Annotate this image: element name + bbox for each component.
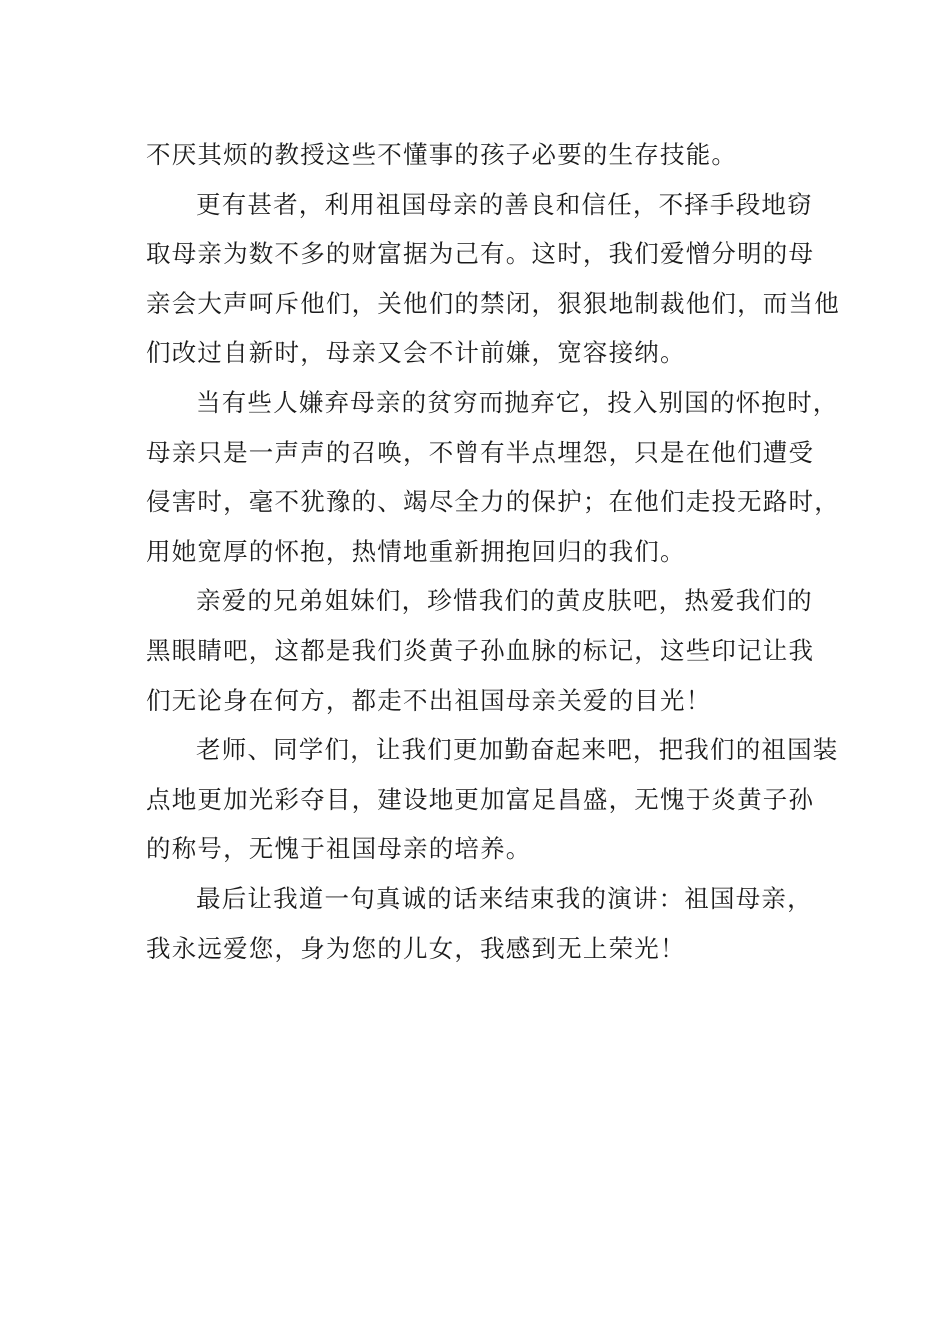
text-line: 侵害时，毫不犹豫的、竭尽全力的保护；在他们走投无路时， <box>146 487 840 517</box>
text-line: 取母亲为数不多的财富据为己有。这时，我们爱憎分明的母 <box>146 239 815 269</box>
text-line: 更有甚者，利用祖国母亲的善良和信任，不择手段地窃 <box>196 189 813 219</box>
text-line: 用她宽厚的怀抱，热情地重新拥抱回归的我们。 <box>146 536 686 566</box>
text-line: 亲爱的兄弟姐妹们，珍惜我们的黄皮肤吧，热爱我们的 <box>196 586 813 616</box>
text-line: 亲会大声呵斥他们，关他们的禁闭，狠狠地制裁他们，而当他 <box>146 288 840 318</box>
text-line: 们无论身在何方，都走不出祖国母亲关爱的目光！ <box>146 685 712 715</box>
text-line: 点地更加光彩夺目，建设地更加富足昌盛，无愧于炎黄子孙 <box>146 784 815 814</box>
speech-body <box>146 130 840 973</box>
text-line: 黑眼睛吧，这都是我们炎黄子孙血脉的标记，这些印记让我 <box>146 635 815 665</box>
text-line: 我永远爱您，身为您的儿女，我感到无上荣光！ <box>146 933 686 963</box>
text-line: 不厌其烦的教授这些不懂事的孩子必要的生存技能。 <box>146 140 738 169</box>
text-line: 们改过自新时，母亲又会不计前嫌，宽容接纳。 <box>146 338 686 368</box>
text-line: 的称号，无愧于祖国母亲的培养。 <box>146 834 532 864</box>
text-line: 老师、同学们，让我们更加勤奋起来吧，把我们的祖国装 <box>196 735 839 765</box>
text-line: 母亲只是一声声的召唤，不曾有半点埋怨，只是在他们遭受 <box>146 437 815 467</box>
text-line: 当有些人嫌弃母亲的贫穷而抛弃它，投入别国的怀抱时， <box>196 387 839 417</box>
text-line: 最后让我道一句真诚的话来结束我的演讲：祖国母亲， <box>196 883 813 913</box>
